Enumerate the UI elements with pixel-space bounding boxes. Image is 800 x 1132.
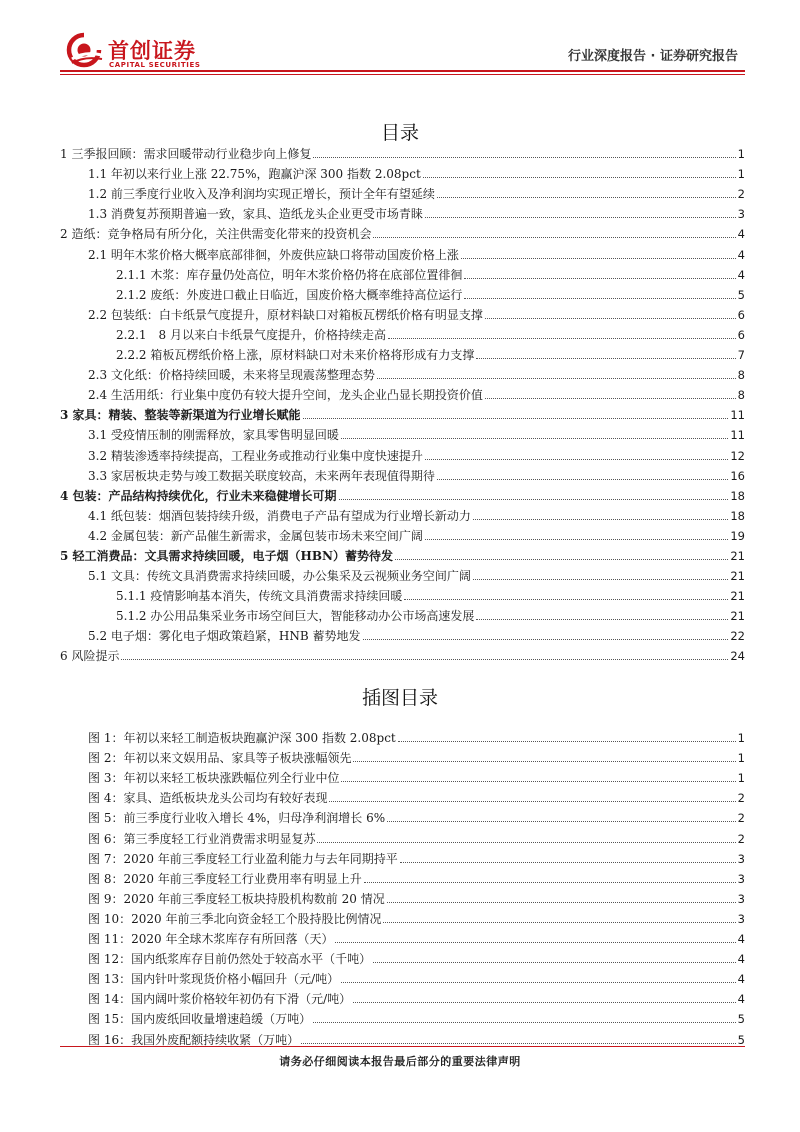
figure-entry[interactable] — [60, 847, 745, 867]
toc-entry-title: 2.2.2 箱板瓦楞纸价格上涨，原材料缺口对未来价格将形成有力支撑 — [116, 348, 475, 363]
dot-leader — [473, 579, 728, 580]
figure-entry[interactable] — [60, 867, 745, 887]
figure-entry[interactable] — [60, 746, 745, 766]
dot-leader — [301, 1043, 736, 1044]
toc-entry[interactable] — [60, 263, 745, 283]
figure-entry-title: 图 13：国内针叶浆现货价格小幅回升（元/吨） — [88, 972, 340, 987]
page-number: 18 — [730, 508, 745, 523]
toc-entry-title: 5 轻工消费品：文具需求持续回暖，电子烟（HBN）蓄势待发 — [60, 548, 393, 563]
figure-entry-title: 图 12：国内纸浆库存目前仍然处于较高水平（千吨） — [88, 952, 372, 967]
toc-entry[interactable] — [60, 564, 745, 584]
dot-leader — [388, 338, 736, 339]
dot-leader — [383, 922, 735, 923]
dot-leader — [464, 298, 735, 299]
legal-disclaimer: 请务必仔细阅读本报告最后部分的重要法律声明 — [279, 1055, 521, 1068]
toc-entry[interactable] — [60, 584, 745, 604]
figure-entry[interactable] — [60, 907, 745, 927]
toc-entry[interactable] — [60, 142, 745, 162]
dot-leader — [485, 398, 736, 399]
toc-entry-title: 1 三季报回顾：需求回暖带动行业稳步向上修复 — [60, 147, 312, 162]
page-number: 22 — [730, 629, 745, 644]
figures-title: 插图目录 — [361, 687, 438, 709]
figure-entry[interactable] — [60, 1007, 745, 1027]
toc-entry[interactable] — [60, 162, 745, 182]
toc-entry[interactable] — [60, 383, 745, 403]
toc-entry[interactable] — [60, 363, 745, 383]
dot-leader — [425, 539, 728, 540]
page-number: 3 — [737, 871, 745, 886]
dot-leader — [425, 217, 736, 218]
page-number: 1 — [737, 731, 745, 746]
page-number: 6 — [737, 307, 745, 322]
dot-leader — [341, 781, 735, 782]
dot-leader — [341, 982, 736, 983]
toc-entry-title: 2.1 明年木浆价格大概率底部徘徊，外废供应缺口将带动国废价格上涨 — [88, 247, 459, 262]
figure-entry-title: 图 3：年初以来轻工板块涨跌幅位列全行业中位 — [88, 771, 340, 786]
toc-entry[interactable] — [60, 524, 745, 544]
toc-entry-title: 1.2 前三季度行业收入及净利润均实现正增长，预计全年有望延续 — [88, 187, 435, 202]
dot-leader — [464, 278, 735, 279]
page-number: 2 — [737, 791, 745, 806]
figure-entry-title: 图 7：2020 年前三季度轻工行业盈利能力与去年同期持平 — [88, 851, 398, 866]
figure-entry[interactable] — [60, 766, 745, 786]
page-number: 1 — [737, 167, 745, 182]
figure-entry-title: 图 14：国内阔叶浆价格较年初仍有下滑（元/吨） — [88, 992, 352, 1007]
toc-entry[interactable] — [60, 343, 745, 363]
page-number: 4 — [737, 972, 745, 987]
toc-entry[interactable] — [60, 323, 745, 343]
figure-entry-title: 图 9：2020 年前三季度轻工板块持股机构数前 20 情况 — [88, 891, 385, 906]
page-number: 24 — [730, 649, 745, 664]
page-number: 11 — [730, 428, 745, 443]
toc-entry[interactable] — [60, 644, 745, 664]
dot-leader — [437, 197, 736, 198]
dot-leader — [400, 862, 736, 863]
capital-securities-logo-icon — [62, 32, 106, 68]
toc-entry[interactable] — [60, 504, 745, 524]
page-number: 3 — [737, 851, 745, 866]
list-of-figures — [60, 726, 745, 1048]
page-number: 1 — [737, 771, 745, 786]
page-number: 21 — [730, 548, 745, 563]
toc-entry-title: 2.4 生活用纸：行业集中度仍有较大提升空间，龙头企业凸显长期投资价值 — [88, 388, 483, 403]
figure-entry[interactable] — [60, 1027, 745, 1047]
page-number: 18 — [730, 488, 745, 503]
dot-leader — [339, 499, 729, 500]
toc-entry[interactable] — [60, 182, 745, 202]
dot-leader — [437, 479, 728, 480]
page-number: 21 — [730, 569, 745, 584]
toc-entry[interactable] — [60, 544, 745, 564]
dot-leader — [373, 237, 735, 238]
page-number: 3 — [737, 207, 745, 222]
page-number: 11 — [730, 408, 745, 423]
brand-name-en: CAPITAL SECURITIES — [109, 61, 201, 69]
toc-entry-title: 2 造纸：竞争格局有所分化，关注供需变化带来的投资机会 — [60, 227, 372, 242]
dot-leader — [341, 438, 728, 439]
dot-leader — [313, 1022, 736, 1023]
page-number: 1 — [737, 751, 745, 766]
toc-entry[interactable] — [60, 464, 745, 484]
page-number: 16 — [730, 468, 745, 483]
table-of-contents — [60, 142, 745, 664]
page-number: 5 — [737, 1012, 745, 1027]
toc-entry[interactable] — [60, 283, 745, 303]
figure-entry-title: 图 15：国内废纸回收量增速趋缓（万吨） — [88, 1012, 312, 1027]
figure-entry-title: 图 16：我国外废配额持续收紧（万吨） — [88, 1032, 300, 1047]
page-number: 7 — [737, 348, 745, 363]
dot-leader — [377, 378, 736, 379]
page-number: 8 — [737, 388, 745, 403]
toc-entry-title: 3 家具：精装、整装等新渠道为行业增长赋能 — [60, 408, 301, 423]
toc-entry-title: 2.3 文化纸：价格持续回暖，未来将呈现震荡整理态势 — [88, 368, 375, 383]
page-number: 21 — [730, 609, 745, 624]
toc-entry-title: 5.1.1 疫情影响基本消失，传统文具消费需求持续回暖 — [116, 589, 403, 604]
dot-leader — [476, 358, 735, 359]
brand-name: 首创证券 — [108, 39, 196, 63]
page-number: 2 — [737, 811, 745, 826]
dot-leader — [121, 659, 728, 660]
header-divider-thin — [60, 74, 745, 75]
dot-leader — [404, 599, 728, 600]
figure-entry-title: 图 6：第三季度轻工行业消费需求明显复苏 — [88, 831, 316, 846]
toc-entry-title: 2.1.1 木浆：库存量仍处高位，明年木浆价格仍将在底部位置徘徊 — [116, 267, 463, 282]
dot-leader — [425, 459, 728, 460]
dot-leader — [373, 962, 736, 963]
figure-entry[interactable] — [60, 806, 745, 826]
toc-entry-title: 1.3 消费复苏预期普遍一致，家具、造纸龙头企业更受市场青睐 — [88, 207, 423, 222]
toc-entry[interactable] — [60, 242, 745, 262]
toc-entry[interactable] — [60, 484, 745, 504]
header-divider — [60, 70, 745, 72]
toc-entry-title: 4.1 纸包装：烟酒包装持续升级，消费电子产品有望成为行业增长新动力 — [88, 508, 471, 523]
dot-leader — [364, 882, 736, 883]
toc-entry-title: 5.1 文具：传统文具消费需求持续回暖，办公集采及云视频业务空间广阔 — [88, 569, 471, 584]
figure-entry[interactable] — [60, 786, 745, 806]
dot-leader — [329, 801, 735, 802]
page-number: 1 — [737, 147, 745, 162]
toc-entry-title: 2.2 包装纸：白卡纸景气度提升，原材料缺口对箱板瓦楞纸价格有明显支撑 — [88, 307, 483, 322]
figure-entry-title: 图 4：家具、造纸板块龙头公司均有较好表现 — [88, 791, 328, 806]
page-number: 5 — [737, 1032, 745, 1047]
page-number: 4 — [737, 227, 745, 242]
dot-leader — [473, 519, 728, 520]
toc-entry-title: 2.1.2 废纸：外废进口截止日临近，国废价格大概率维持高位运行 — [116, 287, 463, 302]
page-number: 8 — [737, 368, 745, 383]
figure-entry[interactable] — [60, 987, 745, 1007]
toc-entry[interactable] — [60, 403, 745, 423]
toc-entry-title: 3.3 家居板块走势与竣工数据关联度较高，未来两年表现值得期待 — [88, 468, 435, 483]
dot-leader — [353, 1002, 736, 1003]
toc-entry-title: 2.2.1 8 月以来白卡纸景气度提升，价格持续走高 — [116, 327, 386, 342]
dot-leader — [335, 942, 735, 943]
figure-entry[interactable] — [60, 887, 745, 907]
toc-entry[interactable] — [60, 443, 745, 463]
dot-leader — [363, 639, 729, 640]
page-number: 4 — [737, 247, 745, 262]
dot-leader — [303, 418, 729, 419]
toc-entry-title: 6 风险提示 — [60, 649, 120, 664]
figure-entry[interactable] — [60, 947, 745, 967]
page-number: 21 — [730, 589, 745, 604]
toc-entry-title: 1.1 年初以来行业上涨 22.75%，跑赢沪深 300 指数 2.08pct — [88, 167, 421, 182]
dot-leader — [353, 761, 735, 762]
page-number: 4 — [737, 267, 745, 282]
dot-leader — [395, 559, 728, 560]
dot-leader — [423, 177, 736, 178]
page-number: 3 — [737, 891, 745, 906]
page-number: 12 — [730, 448, 745, 463]
toc-entry-title: 3.1 受疫情压制的刚需释放，家具零售明显回暖 — [88, 428, 339, 443]
toc-entry[interactable] — [60, 604, 745, 624]
footer-divider — [60, 1046, 745, 1047]
toc-entry-title: 3.2 精装渗透率持续提高，工程业务或推动行业集中度快速提升 — [88, 448, 423, 463]
figure-entry[interactable] — [60, 967, 745, 987]
toc-title: 目录 — [380, 122, 419, 144]
figure-entry-title: 图 8：2020 年前三季度轻工行业费用率有明显上升 — [88, 871, 362, 886]
page-number: 2 — [737, 831, 745, 846]
page-number: 19 — [730, 528, 745, 543]
dot-leader — [387, 902, 736, 903]
toc-entry-title: 5.1.2 办公用品集采业务市场空间巨大，智能移动办公市场高速发展 — [116, 609, 475, 624]
figure-entry-title: 图 1：年初以来轻工制造板块跑赢沪深 300 指数 2.08pct — [88, 731, 396, 746]
figure-entry-title: 图 11：2020 年全球木浆库存有所回落（天） — [88, 932, 334, 947]
page-number: 2 — [737, 187, 745, 202]
figure-entry[interactable] — [60, 726, 745, 746]
toc-entry[interactable] — [60, 303, 745, 323]
figure-entry[interactable] — [60, 927, 745, 947]
figure-entry-title: 图 10：2020 年前三季北向资金轻工个股持股比例情况 — [88, 911, 382, 926]
dot-leader — [398, 741, 736, 742]
page-number: 5 — [737, 287, 745, 302]
dot-leader — [387, 821, 736, 822]
toc-entry-title: 4 包装：产品结构持续优化，行业未来稳健增长可期 — [60, 488, 337, 503]
toc-entry[interactable] — [60, 202, 745, 222]
report-type: 行业深度报告 · 证券研究报告 — [568, 49, 738, 64]
figure-entry[interactable] — [60, 826, 745, 846]
page-number: 4 — [737, 932, 745, 947]
toc-entry[interactable] — [60, 423, 745, 443]
figure-entry-title: 图 5：前三季度行业收入增长 4%，归母净利润增长 6% — [88, 811, 386, 826]
page-header — [0, 0, 800, 72]
dot-leader — [317, 842, 735, 843]
page-number: 3 — [737, 911, 745, 926]
dot-leader — [313, 157, 735, 158]
page-number: 4 — [737, 992, 745, 1007]
toc-entry-title: 4.2 金属包装：新产品催生新需求，金属包装市场未来空间广阔 — [88, 528, 423, 543]
dot-leader — [485, 318, 736, 319]
page-number: 6 — [737, 327, 745, 342]
toc-entry[interactable] — [60, 222, 745, 242]
dot-leader — [476, 619, 728, 620]
dot-leader — [461, 258, 736, 259]
toc-entry-title: 5.2 电子烟：雾化电子烟政策趋紧，HNB 蓄势地发 — [88, 629, 361, 644]
toc-entry[interactable] — [60, 624, 745, 644]
figure-entry-title: 图 2：年初以来文娱用品、家具等子板块涨幅领先 — [88, 751, 352, 766]
page-number: 4 — [737, 952, 745, 967]
